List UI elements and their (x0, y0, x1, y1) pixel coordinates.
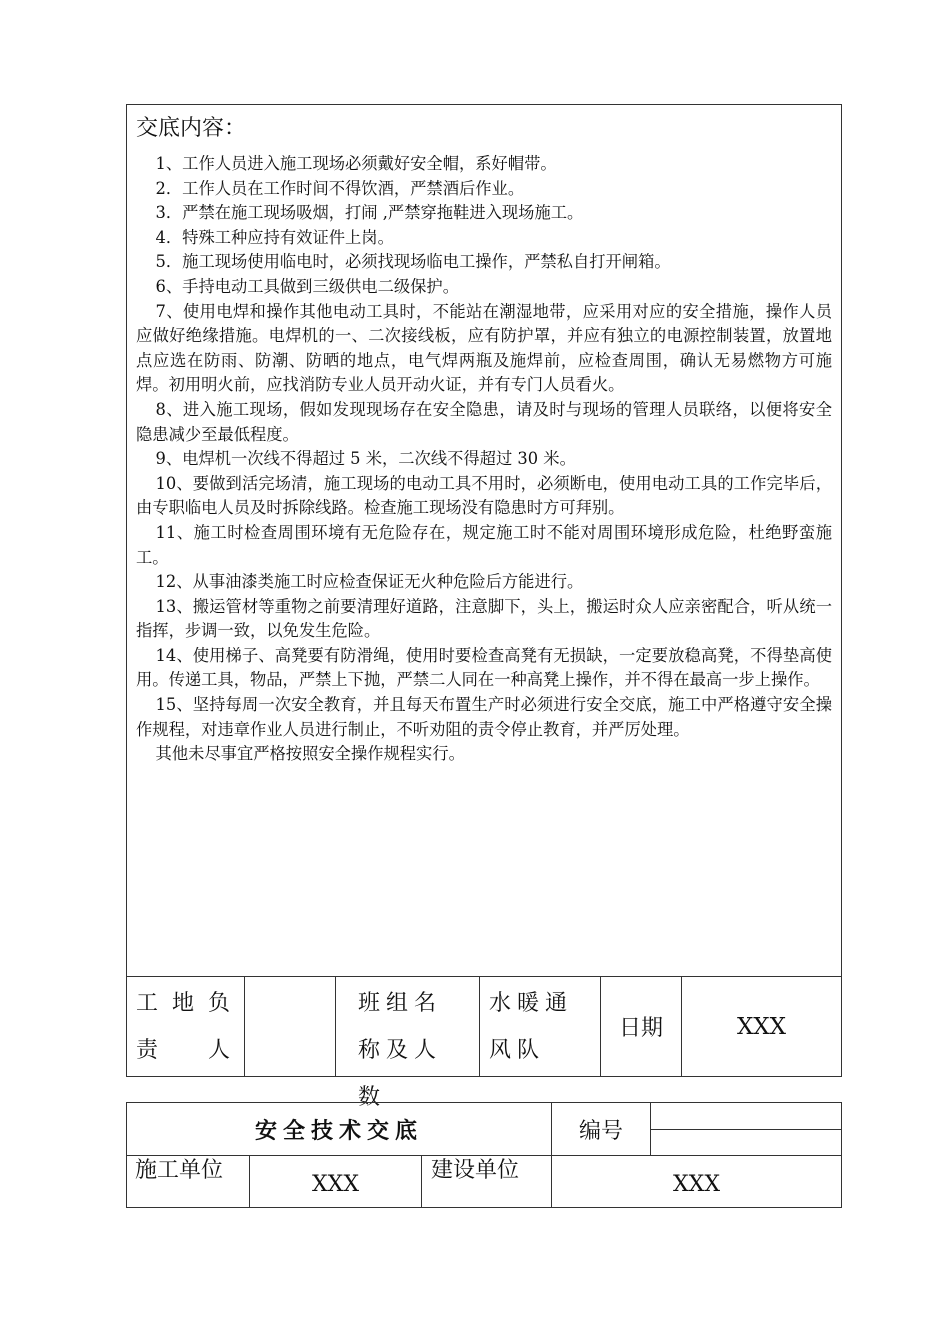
list-item: 3．严禁在施工现场吸烟，打闹 ,严禁穿拖鞋进入现场施工。 (155, 203, 584, 223)
list-item: 4．特殊工种应持有效证件上岗。 (155, 227, 394, 247)
date-value: XXX (736, 1013, 787, 1040)
building-unit-value: XXX (673, 1172, 720, 1197)
column-divider (335, 976, 336, 1077)
column-divider (479, 976, 480, 1077)
list-item: 6、手持电动工具做到三级供电二级保护。 (155, 276, 459, 296)
construction-unit-value: XXX (312, 1172, 359, 1197)
disclosure-content (136, 112, 832, 767)
list-item: 11、施工时检查周围环境有无危险存在，规定施工时不能对周围环境形成危险，杜绝野蛮施工。 (136, 522, 832, 567)
list-item: 8、进入施工现场，假如发现现场存在安全隐患，请及时与现场的管理人员联络，以便将安全隐患减少至最低程度。 (136, 399, 832, 444)
number-label: 编号 (578, 1118, 623, 1144)
list-item: 13、搬运管材等重物之前要清理好道路，注意脚下，头上，搬运时众人应亲密配合，听从统一指挥，步调一致，以免发生危险。 (136, 596, 832, 641)
content-list (136, 152, 832, 767)
site-manager-label-text: 工地负责人 (136, 991, 236, 1063)
list-item: 7、使用电焊和操作其他电动工具时，不能站在潮湿地带，应采用对应的安全措施，操作人员应做好绝缘措施。电焊机的一、二次接线板，应有防护罩，并应有独立的电源控制装置，放置地点应选在防雨、防潮、防晒的地点，电气焊两瓶及施焊前，应检查周围，确认无易燃物方可施焊。初用明火前，应找消防专业人员开动火证，并有专门人员看火。 (136, 301, 832, 395)
list-item: 14、使用梯子、高凳要有防滑绳，使用时要检查高凳有无损缺，一定要放稳高凳，不得垫高使用。传递工具，物品，严禁上下抛，严禁二人同在一种高凳上操作，并不得在最高一步上操作。 (136, 645, 832, 690)
number-divider (650, 1129, 842, 1130)
list-item: 其他未尽事宜严格按照安全操作规程实行。 (155, 744, 465, 764)
column-divider (421, 1155, 422, 1208)
list-item: 5．施工现场使用临电时，必须找现场临电工操作，严禁私自打开闸箱。 (155, 252, 671, 272)
building-unit-label: 建设单位 (431, 1158, 520, 1183)
team-label (358, 980, 462, 1121)
number-value (651, 1103, 841, 1129)
construction-unit-label: 施工单位 (135, 1158, 224, 1183)
team-value (489, 980, 593, 1074)
list-item: 10、要做到活完场清，施工现场的电动工具不用时，必须断电，使用电动工具的工作完毕后，由专职临电人员及时拆除线路。检查施工现场没有隐患时方可拜别。 (136, 473, 832, 518)
site-manager-label (136, 980, 236, 1074)
list-item: 2．工作人员在工作时间不得饮酒，严禁酒后作业。 (155, 178, 525, 198)
list-item: 12、从事油漆类施工时应检查保证无火种危险后方能进行。 (155, 572, 584, 592)
list-item: 9、电焊机一次线不得超过 5 米，二次线不得超过 30 米。 (155, 449, 576, 469)
team-value-text: 水暖通风队 (489, 991, 574, 1063)
date-label: 日期 (618, 1016, 663, 1041)
site-manager-value (245, 977, 335, 1076)
document-title: 安全技术交底 (254, 1117, 423, 1144)
list-item: 1、工作人员进入施工现场必须戴好安全帽，系好帽带。 (155, 154, 557, 173)
list-item: 15、坚持每周一次安全教育，并且每天布置生产时必须进行安全交底，施工中严格遵守安全操作规程，对违章作业人员进行制止，不听劝阻的责令停止教育，并严厉处理。 (136, 695, 832, 739)
team-label-text: 班组名称及人数 (358, 991, 443, 1110)
content-heading: 交底内容： (136, 116, 247, 141)
